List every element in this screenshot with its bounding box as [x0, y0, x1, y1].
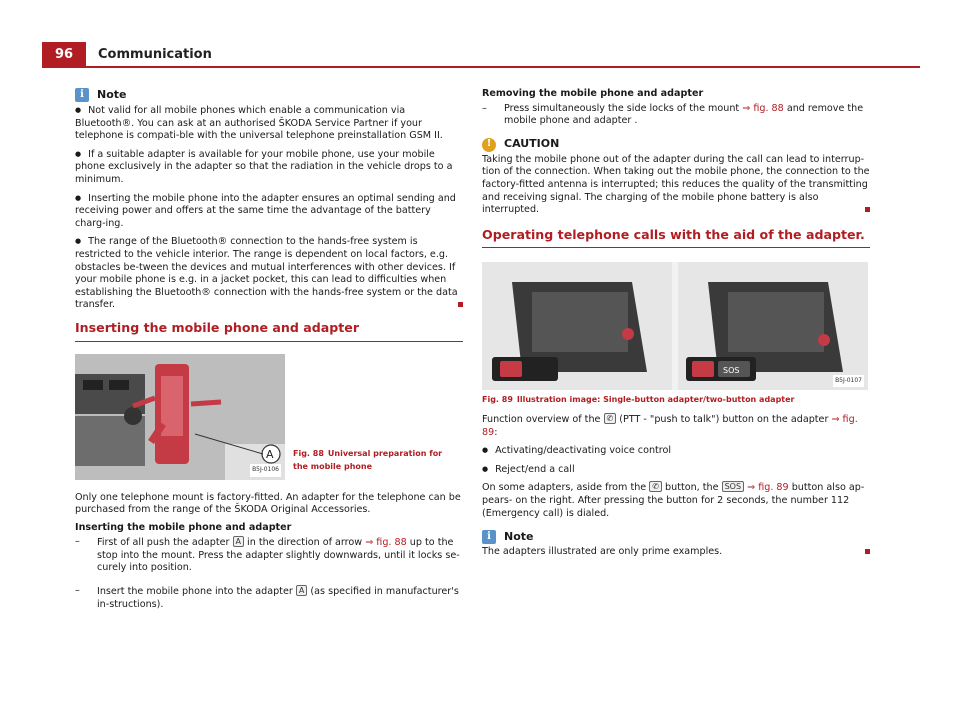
section-heading-operating: Operating telephone calls with the aid of the adapter.	[482, 229, 870, 249]
figure-88	[75, 354, 463, 480]
left-column	[75, 88, 463, 611]
inserting-step-1: – First of all push the adapter A in the direction of arrow ⇒ fig. 88 up to the stop into the mount. Press the adapter slightly downwards, until it locks se-curely into position.	[75, 536, 460, 574]
end-marker-icon	[865, 549, 870, 554]
sos-key: SOS	[722, 481, 744, 492]
fig-88-link[interactable]: ⇒ fig. 88	[742, 102, 784, 114]
function-bullet-1: ● Activating/deactivating voice control	[482, 444, 870, 458]
info-icon: i	[482, 530, 496, 544]
figure-88-code: B5J-0106	[250, 464, 281, 477]
adapter-illustration	[482, 262, 868, 390]
note-bullet-4: ● The range of the Bluetooth® connection to the hands-free system is restricted to the vehicle interior. The range is dependent on local factors, e.g. obstacles be-tween the devices and mutual interferences with other devices. If your mobile phone is e.g. in a jacket pocket, this can lead to difficulties when establishing the Bluetooth® connection with the hands-free system or the data transfer.	[75, 235, 463, 312]
caution-header	[482, 138, 870, 152]
note-bullet-1: ● Not valid for all mobile phones which enable a communication via Bluetooth®. You can ask at an authorised ŠKODA Service Partner if your telephone is compati-ble with the universal telephone preinstallation GSM II.	[75, 104, 463, 143]
header-rule	[42, 66, 920, 68]
figure-89-code: B5J-0107	[833, 375, 864, 388]
sos-button-label: SOS	[723, 366, 740, 376]
figure-88-image	[75, 354, 285, 480]
key-a: A	[296, 585, 307, 596]
inserting-intro: Only one telephone mount is factory-fitted. An adapter for the telephone can be purchased from the range of the ŠKODA Original Accessories.	[75, 491, 461, 516]
caution-text: Taking the mobile phone out of the adapter during the call can lead to interrup-tion of the connection. When taking out the mobile phone, the connection to the factory-fitted antenna is interrupted; this reduces the quality of the transmitting and receiving signal. The charging of the mobile phone battery is also interrupted.	[482, 153, 870, 216]
inserting-step-2: – Insert the mobile phone into the adapter A (as specified in manufacturer's in-structions).	[75, 585, 459, 610]
caution-title: CAUTION	[504, 137, 560, 151]
inserting-subheading: Inserting the mobile phone and adapter	[75, 521, 292, 533]
end-marker-icon	[865, 207, 870, 212]
fig-89-link[interactable]: ⇒ fig. 89	[747, 482, 789, 494]
note-bullet-2: ● If a suitable adapter is available for your mobile phone, use your mobile phone exclusively in the adapter so that the radiation in the vehicle drops to a minimum.	[75, 148, 463, 187]
figure-88-letter: A	[266, 447, 274, 461]
key-a: A	[233, 536, 244, 547]
note-title: Note	[97, 87, 127, 101]
note2-header	[482, 530, 870, 544]
info-icon: i	[75, 88, 89, 102]
note2-text: The adapters illustrated are only prime examples.	[482, 546, 870, 559]
section-heading-inserting: Inserting the mobile phone and adapter	[75, 322, 463, 342]
removing-step: – Press simultaneously the side locks of the mount ⇒ fig. 88 and remove the mobile phone and adapter .	[482, 102, 864, 127]
fig-88-link[interactable]: ⇒ fig. 88	[365, 537, 407, 549]
right-column	[482, 88, 870, 564]
figure-89-image	[482, 262, 868, 390]
note-bullet-3: ● Inserting the mobile phone into the adapter ensures an optimal sending and receiving power and offers at the same time the advantage of the battery charg-ing.	[75, 192, 463, 231]
figure-89-caption: Fig. 89 Illustration image: Single-button adapter/two-button adapter	[482, 395, 795, 405]
warning-icon: !	[482, 138, 496, 152]
function-bullet-2: ● Reject/end a call	[482, 463, 870, 477]
removing-title: Removing the mobile phone and adapter	[482, 88, 704, 99]
note-header	[75, 88, 463, 102]
page-number: 96	[42, 42, 86, 68]
end-marker-icon	[458, 302, 463, 307]
car-interior-illustration	[75, 354, 285, 480]
note2-title: Note	[504, 529, 534, 543]
page-title: Communication	[98, 47, 212, 62]
function-overview: Function overview of the ✆ (PTT - "push to talk") button on the adapter ⇒ fig. 89:	[482, 413, 858, 438]
fig-89-link[interactable]: ⇒ fig. 89	[482, 413, 858, 438]
ptt-key-icon: ✆	[649, 481, 662, 492]
ptt-key-icon: ✆	[604, 413, 617, 424]
figure-88-caption: Fig. 88 Universal preparation for the mobile phone	[293, 449, 443, 471]
sos-paragraph: On some adapters, aside from the ✆ button, the SOS ⇒ fig. 89 button also ap-pears- on the right. After pressing the button for 2 seconds, the number 112 (Emergency call) is dialed.	[482, 482, 865, 519]
